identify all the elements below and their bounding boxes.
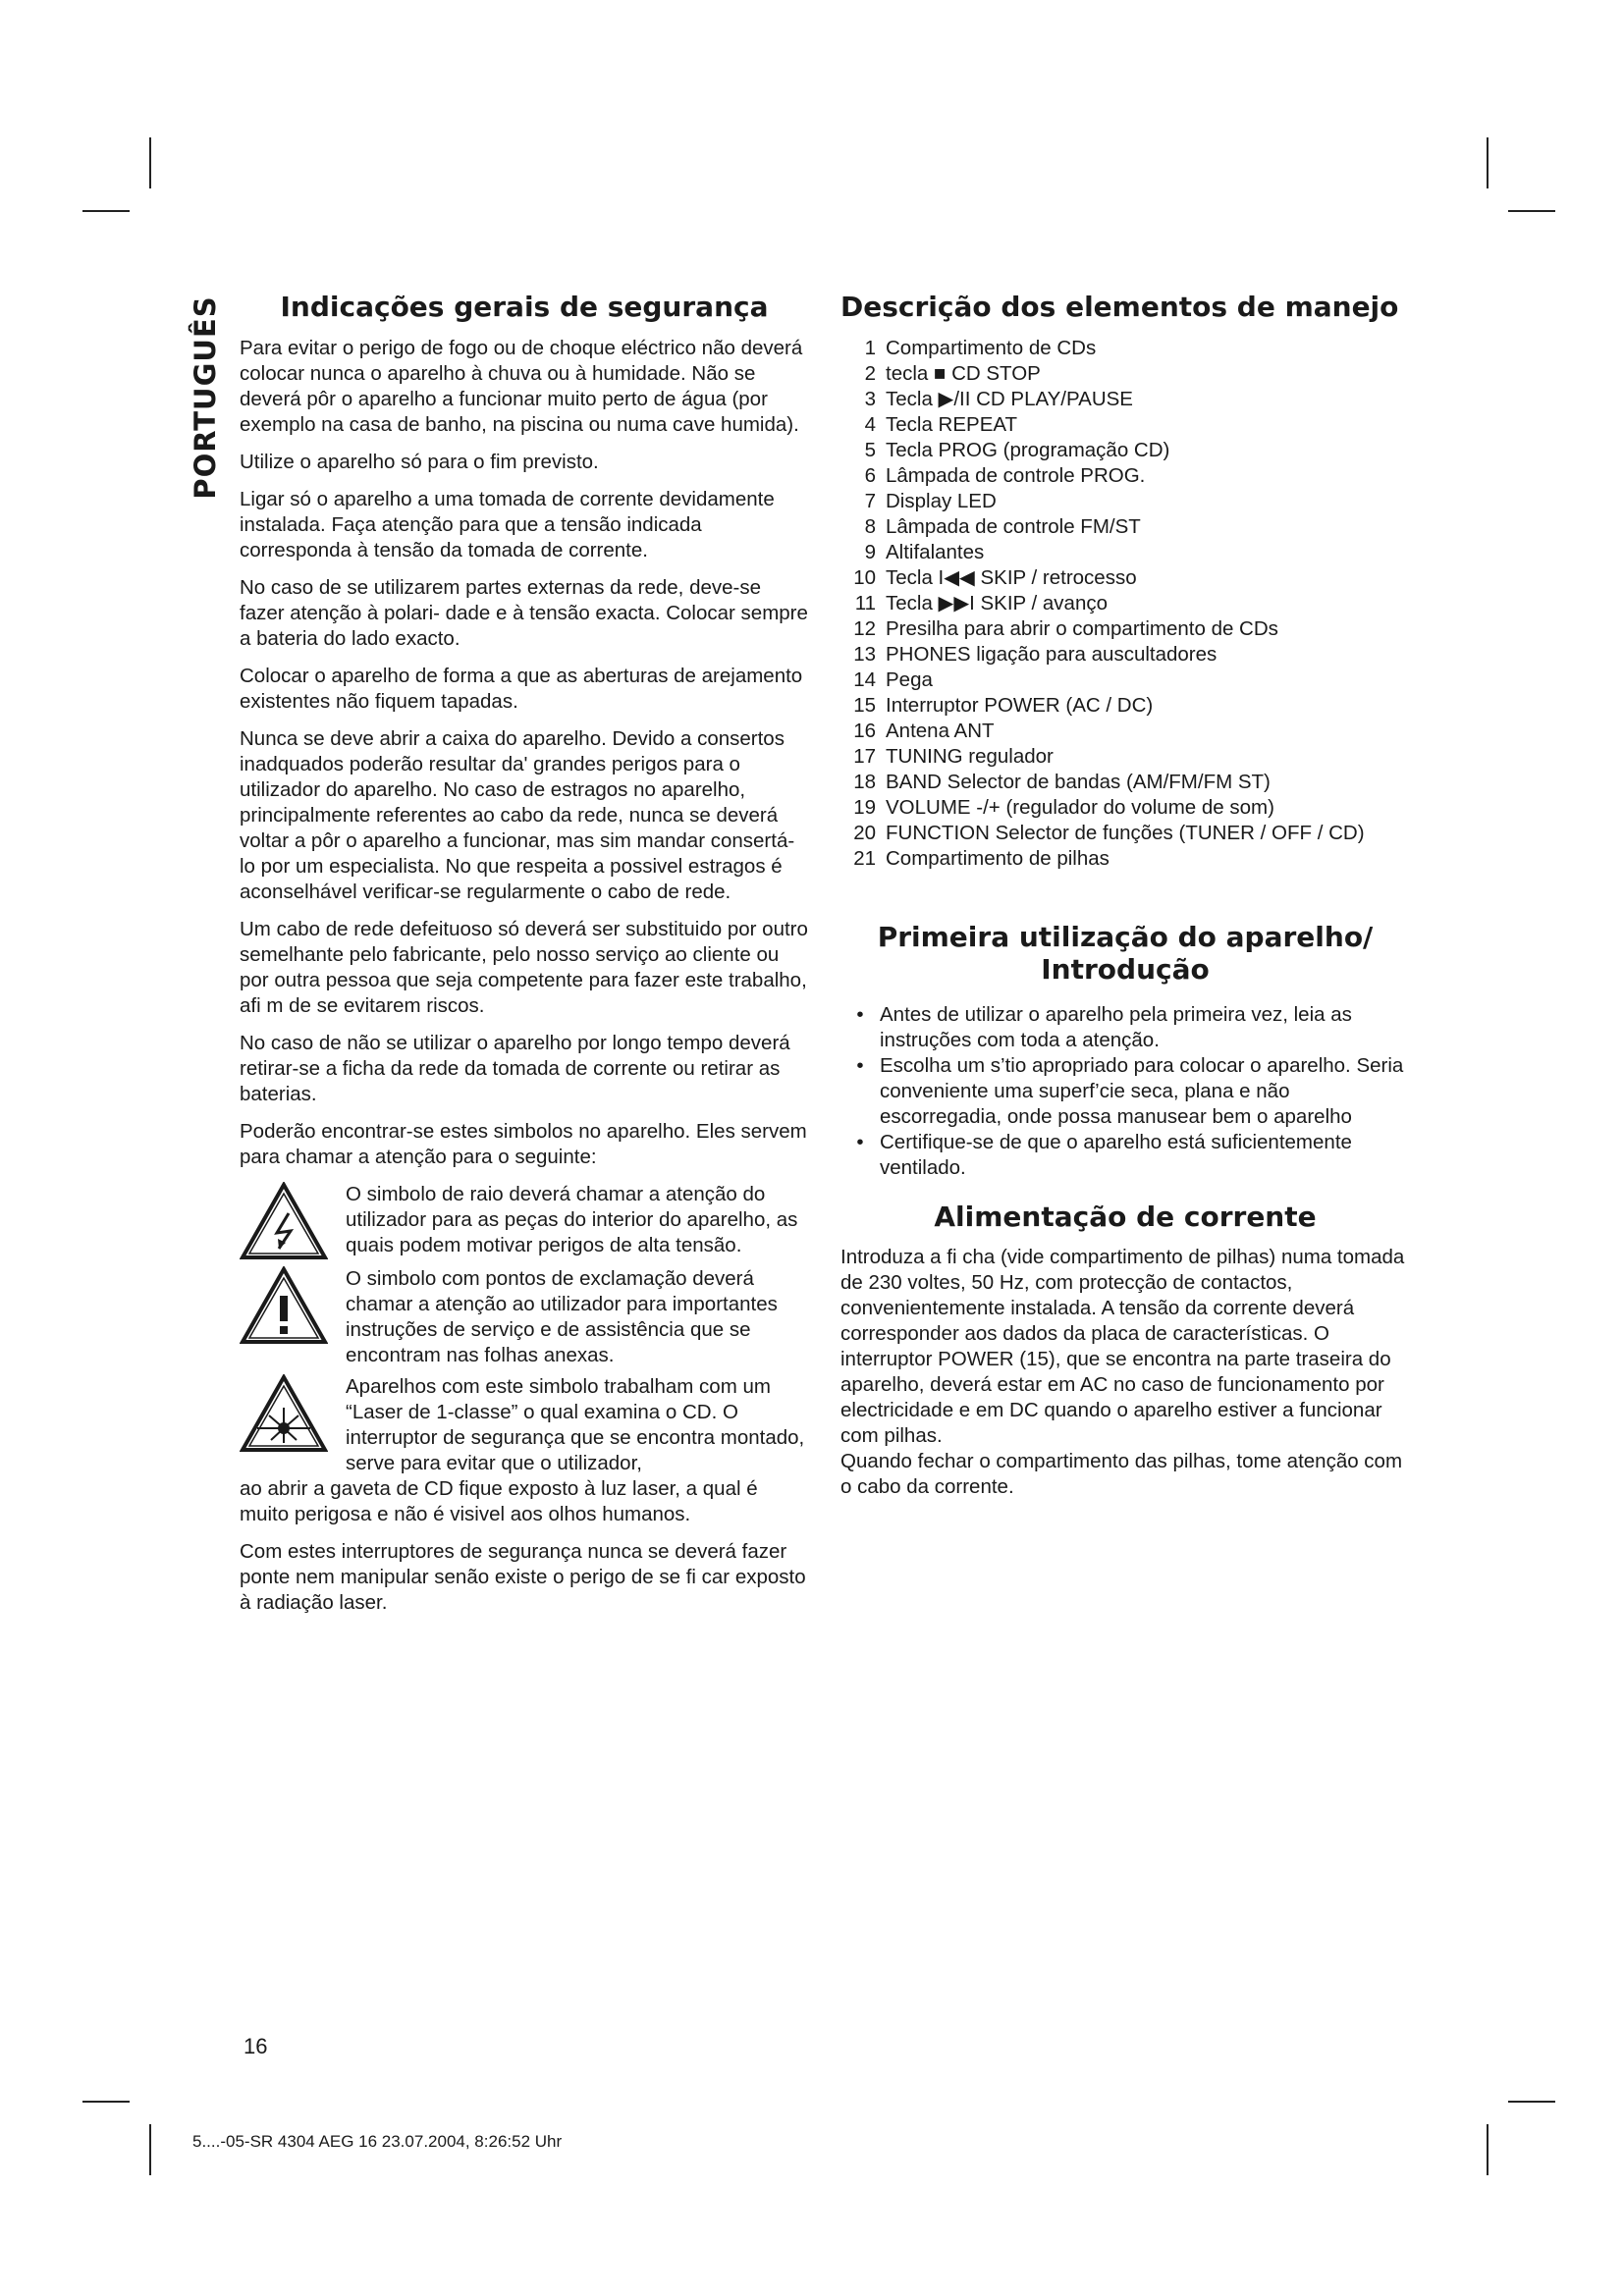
crop-mark <box>1508 2101 1555 2103</box>
controls-list-item: 14 Pega <box>853 667 933 691</box>
first-use-bullets <box>840 1002 1410 1181</box>
controls-list-item: 11 Tecla ▶▶I SKIP / avanço <box>854 591 1109 614</box>
crop-mark <box>1487 2124 1489 2175</box>
safety-column <box>240 291 809 1628</box>
safety-paragraph: Utilize o aparelho só para o fim previsto. <box>240 450 599 473</box>
controls-list-item: 4 Tecla REPEAT <box>864 412 1018 436</box>
safety-paragraph: Colocar o aparelho de forma a que as aberturas de arejamento existentes não fiquem tapadas. <box>240 664 803 713</box>
controls-list-item: 1 Compartimento de CDs <box>864 336 1097 359</box>
controls-list-item: 10 Tecla I◀◀ SKIP / retrocesso <box>853 565 1137 589</box>
controls-list-item: 21 Compartimento de pilhas <box>853 846 1110 870</box>
crop-mark <box>1508 210 1555 212</box>
first-use-bullet: • Escolha um s’tio apropriado para colocar o aparelho. Seria conveniente uma superf’cie seca, plana e não escorregadia, onde possa manusear bem o aparelho <box>856 1053 1404 1128</box>
safety-paragraph: Um cabo de rede defeituoso só deverá ser substituido por outro semelhante pelo fabricante, pelo nosso serviço ao cliente ou por outra pessoa que seja competente para fazer este trabalho, afi m de se evitarem riscos. <box>240 917 808 1017</box>
lightning-symbol-row <box>240 1182 809 1260</box>
controls-list-item: 6 Lâmpada de controle PROG. <box>864 463 1146 487</box>
controls-list <box>846 336 1410 872</box>
controls-list-item: 5 Tecla PROG (programação CD) <box>864 438 1170 461</box>
safety-paragraph: No caso de se utilizarem partes externas da rede, deve-se fazer atenção à polari- dade e à tensão exacta. Colocar sempre a bateria do lado exacto. <box>240 575 808 650</box>
lightning-warning-icon <box>240 1182 332 1260</box>
controls-list-item: 16 Antena ANT <box>853 719 995 742</box>
exclamation-symbol-text: O simbolo com pontos de exclamação deverá chamar a atenção ao utilizador para importantes instruções de serviço e de assistência que se encontram nas folhas anexas. <box>346 1266 778 1366</box>
first-use-heading-line-1: Primeira utilização do aparelho/ <box>877 920 1374 953</box>
power-paragraph: Introduza a fi cha (vide compartimento de pilhas) numa tomada de 230 voltes, 50 Hz, com protecção de contactos, convenientemente instalada. A tensão da corrente deverá corresponder aos dados da placa de características. O interruptor POWER (15), que se encontra na parte traseira do aparelho, deverá estar em AC no caso de funcionamento por electricidade e em DC quando o aparelho estiver a funcionar com pilhas. <box>840 1246 1405 1448</box>
laser-symbol-row <box>240 1374 809 1476</box>
controls-list-item: 9 Altifalantes <box>864 540 985 563</box>
first-use-heading-line-2: Introdução <box>1041 953 1210 987</box>
safety-paragraph: Ligar só o aparelho a uma tomada de corrente devidamente instalada. Faça atenção para que a tensão indicada corresponda à tensão da tomada de corrente. <box>240 487 775 561</box>
exclamation-symbol-row <box>240 1266 809 1368</box>
crop-mark <box>1487 137 1489 188</box>
power-paragraph-2: Quando fechar o compartimento das pilhas, tome atenção com o cabo da corrente. <box>840 1450 1403 1499</box>
controls-list-item: 18 BAND Selector de bandas (AM/FM/FM ST) <box>853 770 1271 793</box>
controls-column <box>840 291 1410 1512</box>
print-footer: 5....-05-SR 4304 AEG 16 23.07.2004, 8:26:52 Uhr <box>192 2132 563 2151</box>
safety-paragraph: Nunca se deve abrir a caixa do aparelho. Devido a consertos inadquados poderão resultar da' grandes perigos para o utilizador do aparelho. No caso de estragos no aparelho, principalmente referentes ao cabo da rede, nunca se deverá voltar a pôr o aparelho a funcionar, mas sim mandar consertá-lo por um especialista. No que respeita a possivel estragos é aconselhável verificar-se regularmente o cabo de rede. <box>240 726 795 903</box>
safety-closing-paragraph: Com estes interruptores de segurança nunca se deverá fazer ponte nem manipular senão existe o perigo de se fi car exposto à radiação laser. <box>240 1539 806 1614</box>
language-label: PORTUGUÊS <box>189 295 222 500</box>
controls-list-item: 7 Display LED <box>864 489 997 512</box>
controls-list-item: 3 Tecla ▶/II CD PLAY/PAUSE <box>864 387 1133 410</box>
controls-list-item: 20 FUNCTION Selector de funções (TUNER / OFF / CD) <box>853 821 1365 844</box>
crop-mark <box>82 2101 130 2103</box>
controls-list-item: 15 Interruptor POWER (AC / DC) <box>853 693 1154 717</box>
language-tab <box>181 285 230 510</box>
page-number: 16 <box>244 2034 268 2058</box>
power-heading: Alimentação de corrente <box>934 1200 1317 1233</box>
safety-paragraph: Para evitar o perigo de fogo ou de choque eléctrico não deverá colocar nunca o aparelho à chuva ou à humidade. Não se deverá pôr o aparelho a funcionar muito perto de água (por exemplo na casa de banho, na piscina ou numa cave humida). <box>240 336 803 436</box>
controls-heading: Descrição dos elementos de manejo <box>840 291 1399 323</box>
crop-mark <box>149 2124 151 2175</box>
safety-paragraph: Poderão encontrar-se estes simbolos no aparelho. Eles servem para chamar a atenção para o seguinte: <box>240 1119 807 1168</box>
laser-symbol-continuation: ao abrir a gaveta de CD fique exposto à luz laser, a qual é muito perigosa e não é visivel aos olhos humanos. <box>240 1476 758 1525</box>
first-use-heading <box>840 921 1410 987</box>
controls-list-item: 19 VOLUME -/+ (regulador do volume de som) <box>853 795 1274 819</box>
laser-symbol-text: Aparelhos com este simbolo trabalham com um “Laser de 1-classe” o qual examina o CD. O interruptor de segurança que se encontra montado, serve para evitar que o utilizador, <box>346 1374 805 1474</box>
first-use-bullet: • Antes de utilizar o aparelho pela primeira vez, leia as instruções com toda a atenção. <box>856 1002 1352 1051</box>
exclamation-warning-icon <box>240 1266 332 1345</box>
first-use-bullet: • Certifique-se de que o aparelho está suficientemente ventilado. <box>856 1130 1352 1179</box>
controls-list-item: 8 Lâmpada de controle FM/ST <box>864 514 1141 538</box>
crop-mark <box>82 210 130 212</box>
controls-list-item: 17 TUNING regulador <box>853 744 1054 768</box>
safety-paragraph: No caso de não se utilizar o aparelho por longo tempo deverá retirar-se a ficha da rede da tomada de corrente ou retirar as baterias. <box>240 1031 790 1105</box>
lightning-symbol-text: O simbolo de raio deverá chamar a atenção do utilizador para as peças do interior do aparelho, as quais podem motivar perigos de alta tensão. <box>346 1182 798 1256</box>
safety-heading: Indicações gerais de segurança <box>280 291 769 323</box>
controls-list-item: 13 PHONES ligação para auscultadores <box>853 642 1218 666</box>
laser-warning-icon <box>240 1374 332 1453</box>
controls-list-item: 12 Presilha para abrir o compartimento de CDs <box>853 616 1278 640</box>
controls-list-item: 2 tecla ■ CD STOP <box>864 361 1041 385</box>
crop-mark <box>149 137 151 188</box>
